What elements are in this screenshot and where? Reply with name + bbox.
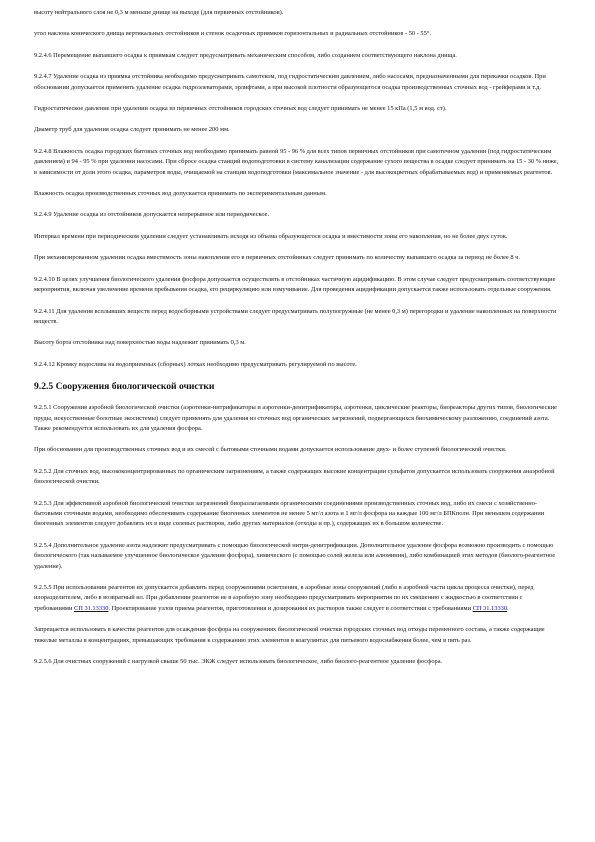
paragraph: 9.2.4.9 Удаление осадка из отстойников допускается непрерывное или периодическое.: [34, 211, 270, 219]
paragraph: 9.2.5.2 Для сточных вод, высококонцентрированных по органическим загрязнениям, а также содержащих высокие концентрации сульфатов допускается использовать сооружения анаэробной биологической очистки.: [34, 467, 555, 486]
document-page: [34, 8, 561, 678]
paragraph: высоту нейтрального слоя не 0,3 м меньше днище на выходе (для первичных отстойников).: [34, 9, 284, 16]
sp-31-13330-link[interactable]: СП 31.13330: [472, 604, 508, 612]
paragraph: Интервал времени при периодическом удалении следует устанавливать исходя из объема образующегося осадка и вместимости зоны его накопления, но не более двух суток.: [34, 232, 508, 240]
paragraph-text: 9.2.5.5 При использовании реагентов их допускается добавлять перед сооружениями осветления, в аэробные зоны сооружений (либо в аэробной части цикла процесса очистки), перед илоразделителем, либо в возвратный ил. При добавлении реагентов не в аэробную зону необходимо предусматривать мероприятия по их смешению с жидкостью в соответствии с требованиями: [34, 584, 534, 612]
paragraph: 9.2.5.3 Для эффективной аэробной биологической очистки загрязнений биоразлагаемыми органическими соединениями производственных сточных вод, либо их смеси с хозяйственно-бытовыми сточными водами, необходимо обеспечивать содержание биогенных элементов не менее 5 мг/л азота и 1 мг/л фосфора на каждые 100 мг/л БПКполн. При меньшем содержании биогенных элементов следует добавлять их в виде солевых растворов, либо других материалов (отходы и пр.), содержащих их в большом количестве.: [34, 499, 545, 528]
paragraph-group-closing: [34, 625, 561, 667]
paragraph-group-9-2-5: [34, 403, 561, 572]
paragraph: Гидростатическое давление при удалении осадка из первичных отстойников городских сточных вод следует принимать не менее 15 кПа (1,5 м вод. ст).: [34, 105, 447, 113]
paragraph-group-9-2-4: [34, 8, 561, 370]
paragraph: При обосновании для производственных сточных вод и их смесей с бытовыми сточными водами допускается использование двух- и более ступеней биологической очистки.: [34, 446, 507, 454]
paragraph: 9.2.5.1 Сооружения аэробной биологической очистки (аэротенки-нитрификаторы и аэротенки-денитрификаторы, аэротенки, циклические реакторы, биореакторы других типов, биологические пруды, искусственные болотные экосистемы) следует применять для удаления из сточных вод органических загрязнений, подвергающихся биохимическому разложению, соединений азота. Также рекомендуется использовать их для удаления фосфора.: [34, 404, 557, 432]
paragraph: 9.2.4.8 Влажность осадка городских бытовых сточных вод необходимо принимать равной 95 - 96 % для всех типов первичных отстойников при самотечном удалении (под гидростатическим давлением) и 94 - 95 % при удалении насосами. При сбросе осадка станций водоподготовки в систему канализации содержание сухого вещества в осадке следует принимать на 15 - 30 % ниже, в зависимости от доли этого осадка, параметров воды, очищаемой на станции водоподготовки (максимальное значение - для высокоцветных обрабатываемых вод) и применяемых реагентов.: [34, 147, 559, 176]
paragraph-9-2-5-5: [34, 583, 561, 614]
sp-31-13330-link[interactable]: СП 31.13330: [73, 604, 109, 612]
paragraph-text: .: [507, 604, 509, 612]
paragraph: 9.2.4.7 Удаление осадка из приямка отстойника необходимо предусматривать самотеком, под гидростатическим давлением, либо насосами, предназначенными для перекачки осадков. При обосновании допускается применять удаление осадка гидроэлеваторами, эрлифтами, а при высокой плотности образующегося осадка производственных сточных вод - грейферами и т.д.: [34, 73, 546, 91]
paragraph: Высоту борта отстойника над поверхностью воды надлежит принимать 0,3 м.: [34, 339, 246, 347]
paragraph: 9.2.4.6 Перемещение выпавшего осадка к приямкам следует предусматривать механическим способом, либо созданием соответствующего наклона днища.: [34, 51, 457, 59]
paragraph: При механизированном удалении осадка вместимость зоны накопления его в первичных отстойниках следует принимать по количеству выпавшего осадка за период не более 8 ч.: [34, 254, 520, 262]
paragraph: 9.2.4.11 Для удаления всплывших веществ перед водосборными устройствами следует предусматривать полупогружные (не менее 0,3 м) перегородки и удаление накопленных на поверхности веществ.: [34, 307, 557, 325]
paragraph-text: . Проектирование узлов приема реагентов, приготовления и дозирования их растворов также следует в соответствии с требованиями: [108, 604, 473, 612]
paragraph: угол наклона конического днища вертикальных отстойников и стенок осадочных приямков горизонтальных и радиальных отстойников - 50 - 55°.: [34, 30, 431, 38]
paragraph: Диаметр труб для удаления осадка следует принимать не менее 200 мм.: [34, 126, 230, 134]
paragraph: 9.2.4.10 В целях улучшения биологического удаления фосфора допускается осуществлять в отстойниках частичную ацидификацию. В этом случае следует предусматривать соответствующие мероприятия, включая увеличение времени пребывания осадка, его рециркуляцию или взмучивание. Для проведения ацидификации допускается также использовать отдельные сооружения.: [34, 275, 556, 294]
paragraph: Влажность осадка производственных сточных вод допускается принимать по экспериментальным данным.: [34, 190, 327, 198]
section-heading: 9.2.5 Сооружения биологической очистки: [34, 381, 215, 393]
paragraph: Запрещается использовать в качестве реагентов для осаждения фосфора на сооружениях биологической очистки городских сточных вод отходы переменного состава, а также содержащие тяжелые металлы в концентрациях, превышающих требования к содержанию этих элементов в коагулянтах для питьевого водоснабжения более, чем в пять раз.: [34, 626, 545, 644]
paragraph: 9.2.5.6 Для очистных сооружений с нагрузкой свыше 50 тыс. ЭКЖ следует использовать биологическое, либо биолого-реагентное удаление фосфора.: [34, 658, 443, 666]
paragraph: 9.2.4.12 Кромку водослива на водоприемных (сборных) лотках необходимо предусматривать регулируемой по высоте.: [34, 360, 357, 368]
paragraph: 9.2.5.4 Дополнительное удаление азота надлежит предусматривать с помощью биологической нитри-денитрификации. Дополнительное удаление фосфора возможно производить с помощью биологического (так называемое улучшенное биологическое удаление фосфора), химического (с помощью солей железа или алюминия), либо комбинацией этих методов (биолого-реагентное удаление).: [34, 541, 556, 570]
